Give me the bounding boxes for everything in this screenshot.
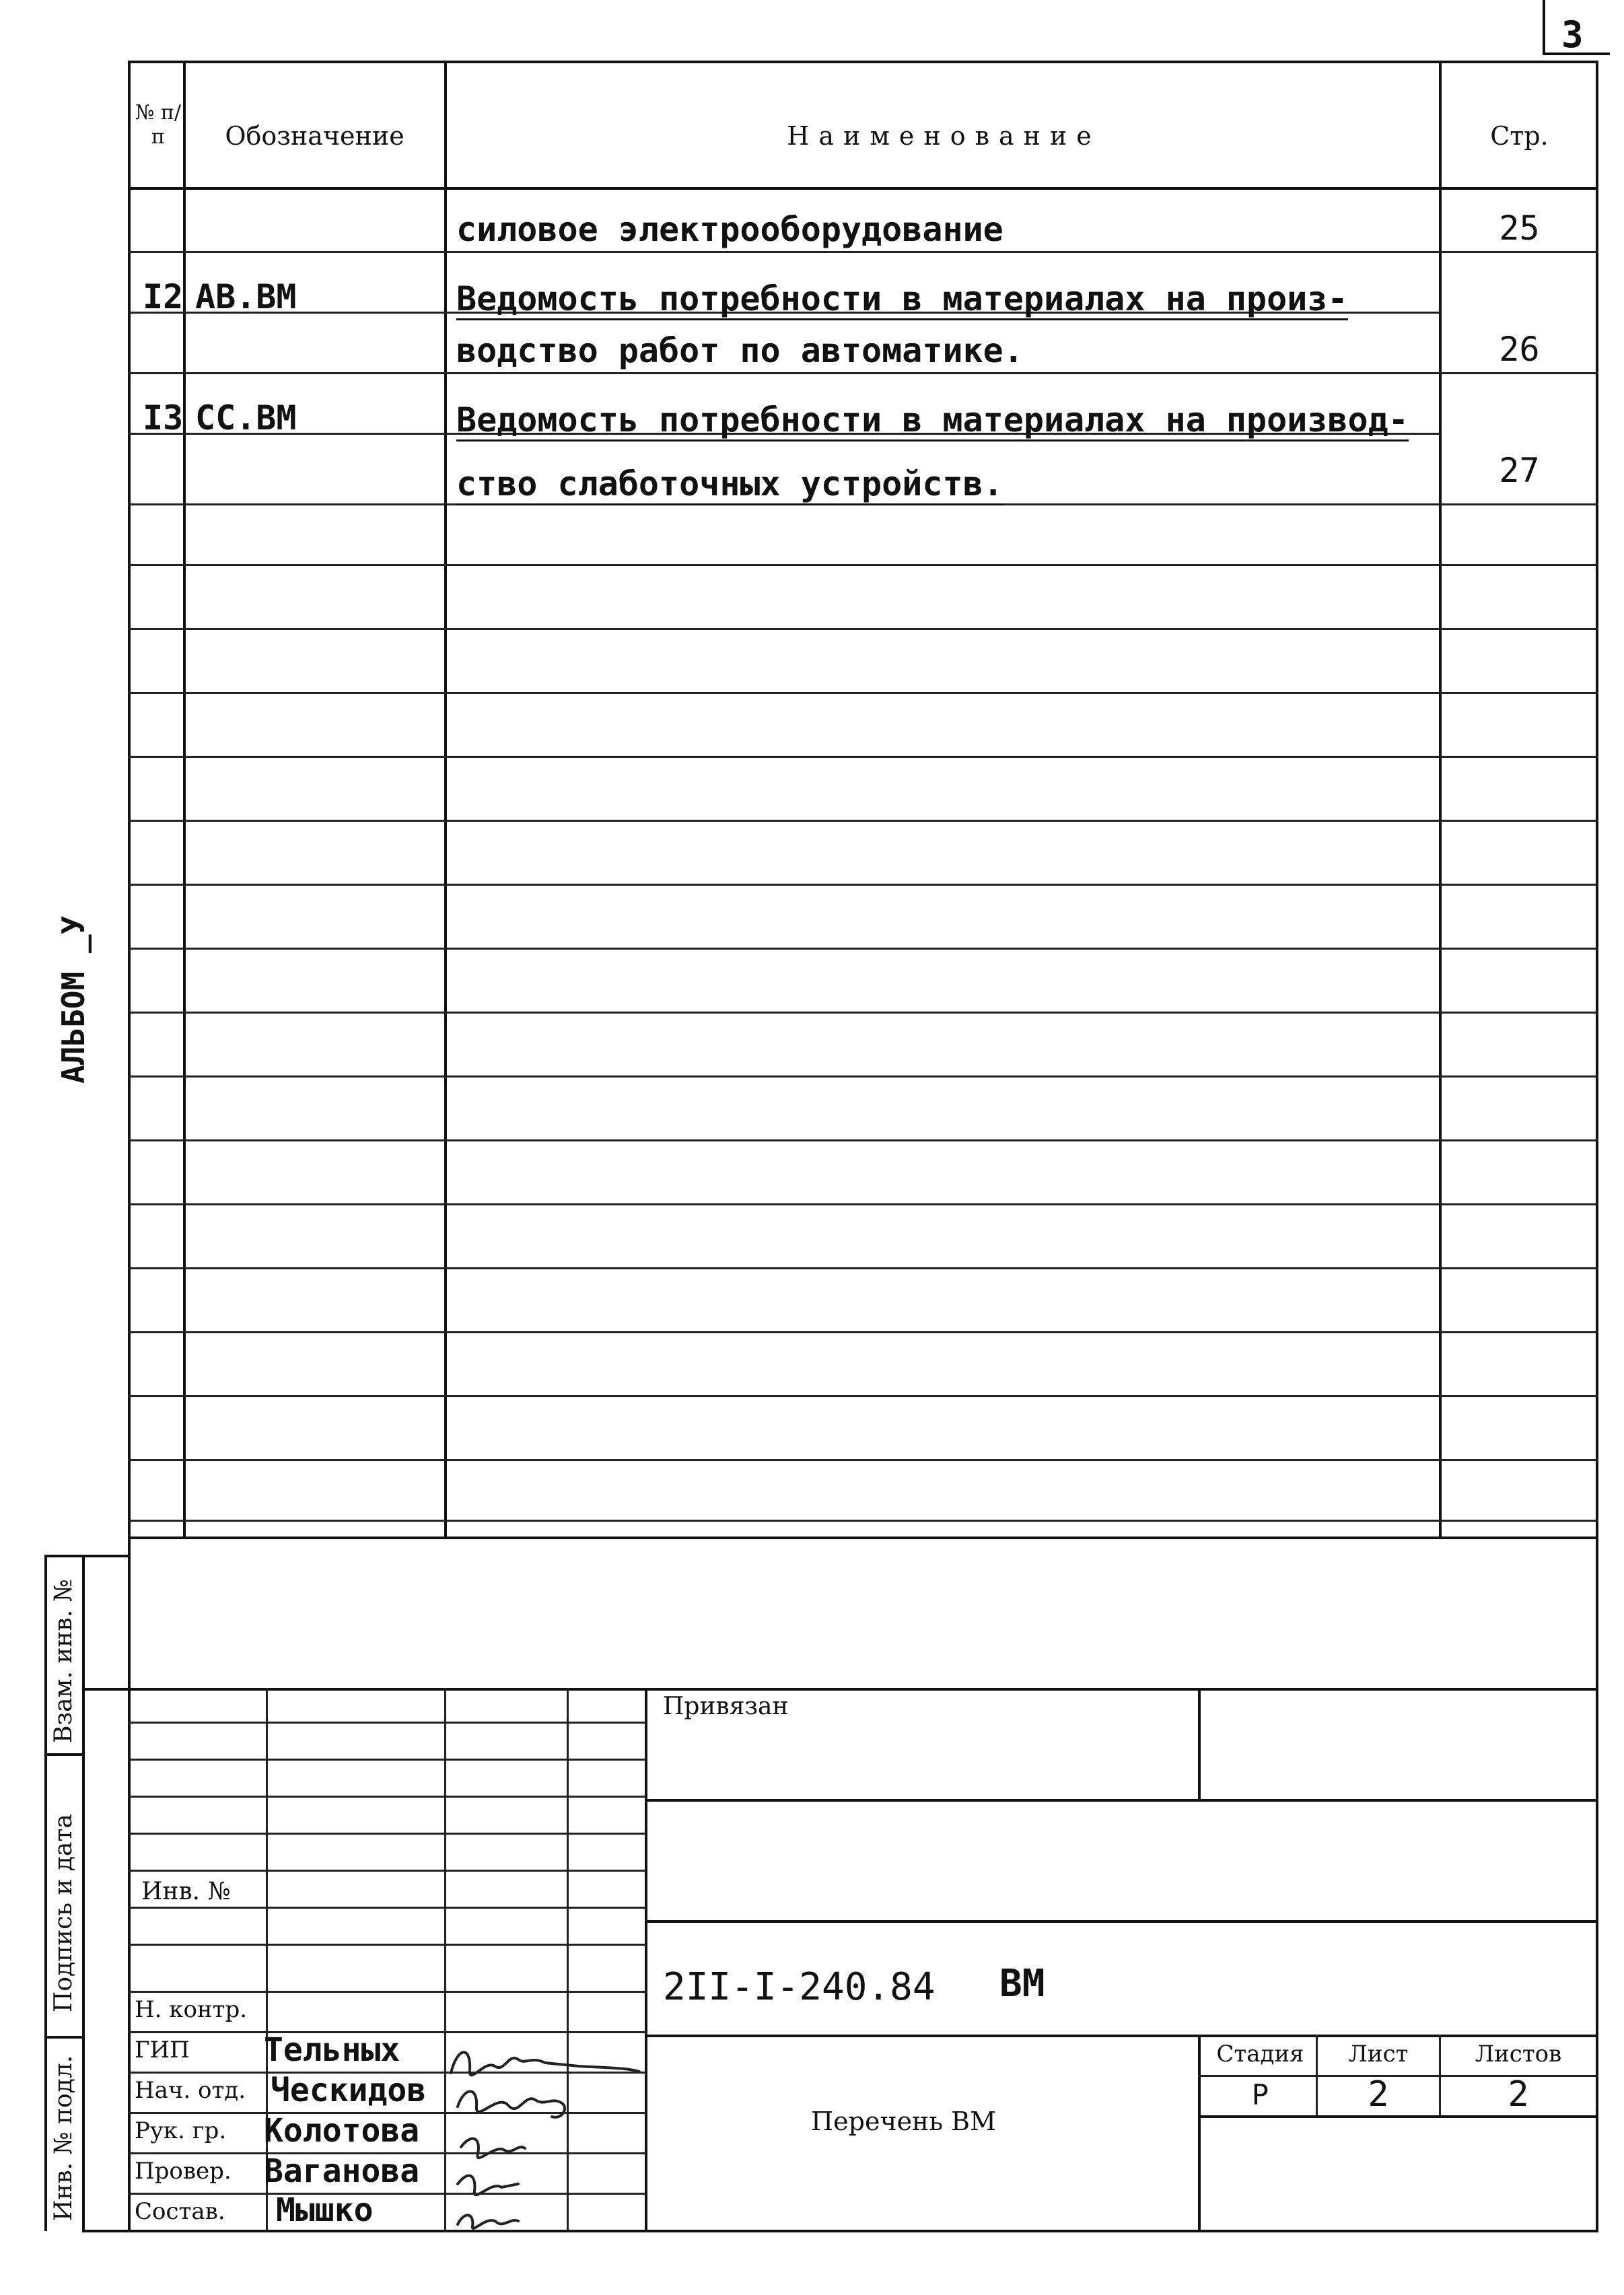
row-line [128,1331,1598,1333]
role-name: Ваганова [264,2152,420,2190]
side-strip-mid-border [82,1555,85,2231]
side-strip-top [44,1555,129,1557]
header-page: Стр. [1490,121,1549,151]
row-name-line: Ведомость потребности в материалах на производ- [456,400,1409,442]
row-designation: CC.BM [195,398,297,437]
vzam-label: Взам. инв. № [50,1579,77,1743]
tb-row [128,1833,646,1835]
tb-row [128,1944,646,1946]
tb-line [82,1688,1598,1691]
row-line [128,756,1598,758]
role-name: Ческидов [271,2072,427,2109]
col-divider-num [183,61,186,1538]
row-line [128,372,1598,374]
row-line [128,1012,1598,1014]
table-top-border [128,61,1598,63]
role-label: Н. контр. [135,1996,248,2023]
tb-row [128,1759,646,1761]
role-label: Состав. [135,2198,225,2225]
role-label: ГИП [135,2037,190,2063]
role-name: Тельных [264,2031,400,2069]
row-page: 25 [1499,209,1540,248]
album-label: АЛЬБОМ _У [55,915,92,1084]
row-line [128,1267,1598,1269]
side-strip-sep [44,1753,85,1756]
col-divider-designation [444,61,447,1538]
sheets-label: Листов [1475,2041,1562,2068]
row-name-line: ство слаботочных устройств. [456,464,1003,505]
doc-code: 2II-I-240.84 [663,1965,935,2009]
tb-left-border [128,1537,131,2230]
row-line [128,1459,1598,1461]
role-name: Колотова [264,2112,420,2150]
podpis-label: Подпись и дата [50,1814,77,2012]
sheets-value: 2 [1508,2074,1529,2115]
side-strip-sep [44,2036,85,2039]
corner-divider [1543,0,1545,54]
stage-value: Р [1251,2078,1269,2111]
tb-bottom-border [82,2230,1598,2232]
row-page: 26 [1499,330,1540,369]
row-name-line: водство работ по автоматике. [456,331,1024,370]
tb-line [645,2035,1598,2037]
row-line [128,564,1598,566]
sheet-value: 2 [1368,2074,1389,2115]
tb-row [128,1870,646,1872]
page-number: 3 [1561,13,1584,56]
role-label: Нач. отд. [135,2077,246,2104]
tb-row [128,1722,646,1724]
row-line [128,820,1598,822]
side-strip-left-border [44,1555,47,2231]
tb-row [1198,2115,1598,2118]
stage-label: Стадия [1216,2041,1304,2068]
row-designation: AB.BM [195,277,297,316]
row-line [128,1395,1598,1397]
row-page: 27 [1499,451,1540,490]
row-line [128,1520,1598,1522]
role-label: Рук. гр. [135,2117,227,2144]
row-line [128,1139,1598,1141]
row-line [128,884,1598,886]
tb-privyazan-divider [1198,1688,1201,1799]
col-divider-name [1439,61,1442,1538]
row-name-line: Ведомость потребности в материалах на произ- [456,279,1348,320]
tb-row [128,1907,646,1909]
sheet-label: Лист [1348,2041,1409,2068]
inv-no-label: Инв. № [141,1878,231,1905]
row-line [128,692,1598,694]
row-line [128,1075,1598,1078]
tb-row [128,1796,646,1798]
doc-suffix: ВМ [999,1962,1045,2006]
header-bottom-border [128,187,1598,190]
row-line [128,948,1598,950]
doc-name: Перечень ВМ [811,2107,996,2136]
row-line [128,1203,1598,1205]
row-num: I2 [143,277,184,316]
tb-col [1198,2035,1201,2230]
row-line [128,628,1598,630]
row-name-line: силовое электрооборудование [456,210,1003,249]
header-designation: Обозначение [225,121,404,151]
table-bottom-border [128,1537,1598,1539]
table-left-border [128,61,131,1541]
header-num: № п/п [135,101,182,149]
row-line [128,251,1598,253]
row-num: I3 [143,398,184,437]
tb-line [645,1920,1598,1923]
tb-line [645,1799,1598,1802]
signature-strokes [444,1992,646,2231]
header-name: Наименование [787,121,1101,151]
inv-podl-label: Инв. № подл. [50,2055,77,2221]
page-right-border [1596,61,1598,2231]
privyazan-label: Привязан [663,1693,789,1720]
role-label: Провер. [135,2158,232,2185]
role-name: Мышко [276,2191,374,2229]
